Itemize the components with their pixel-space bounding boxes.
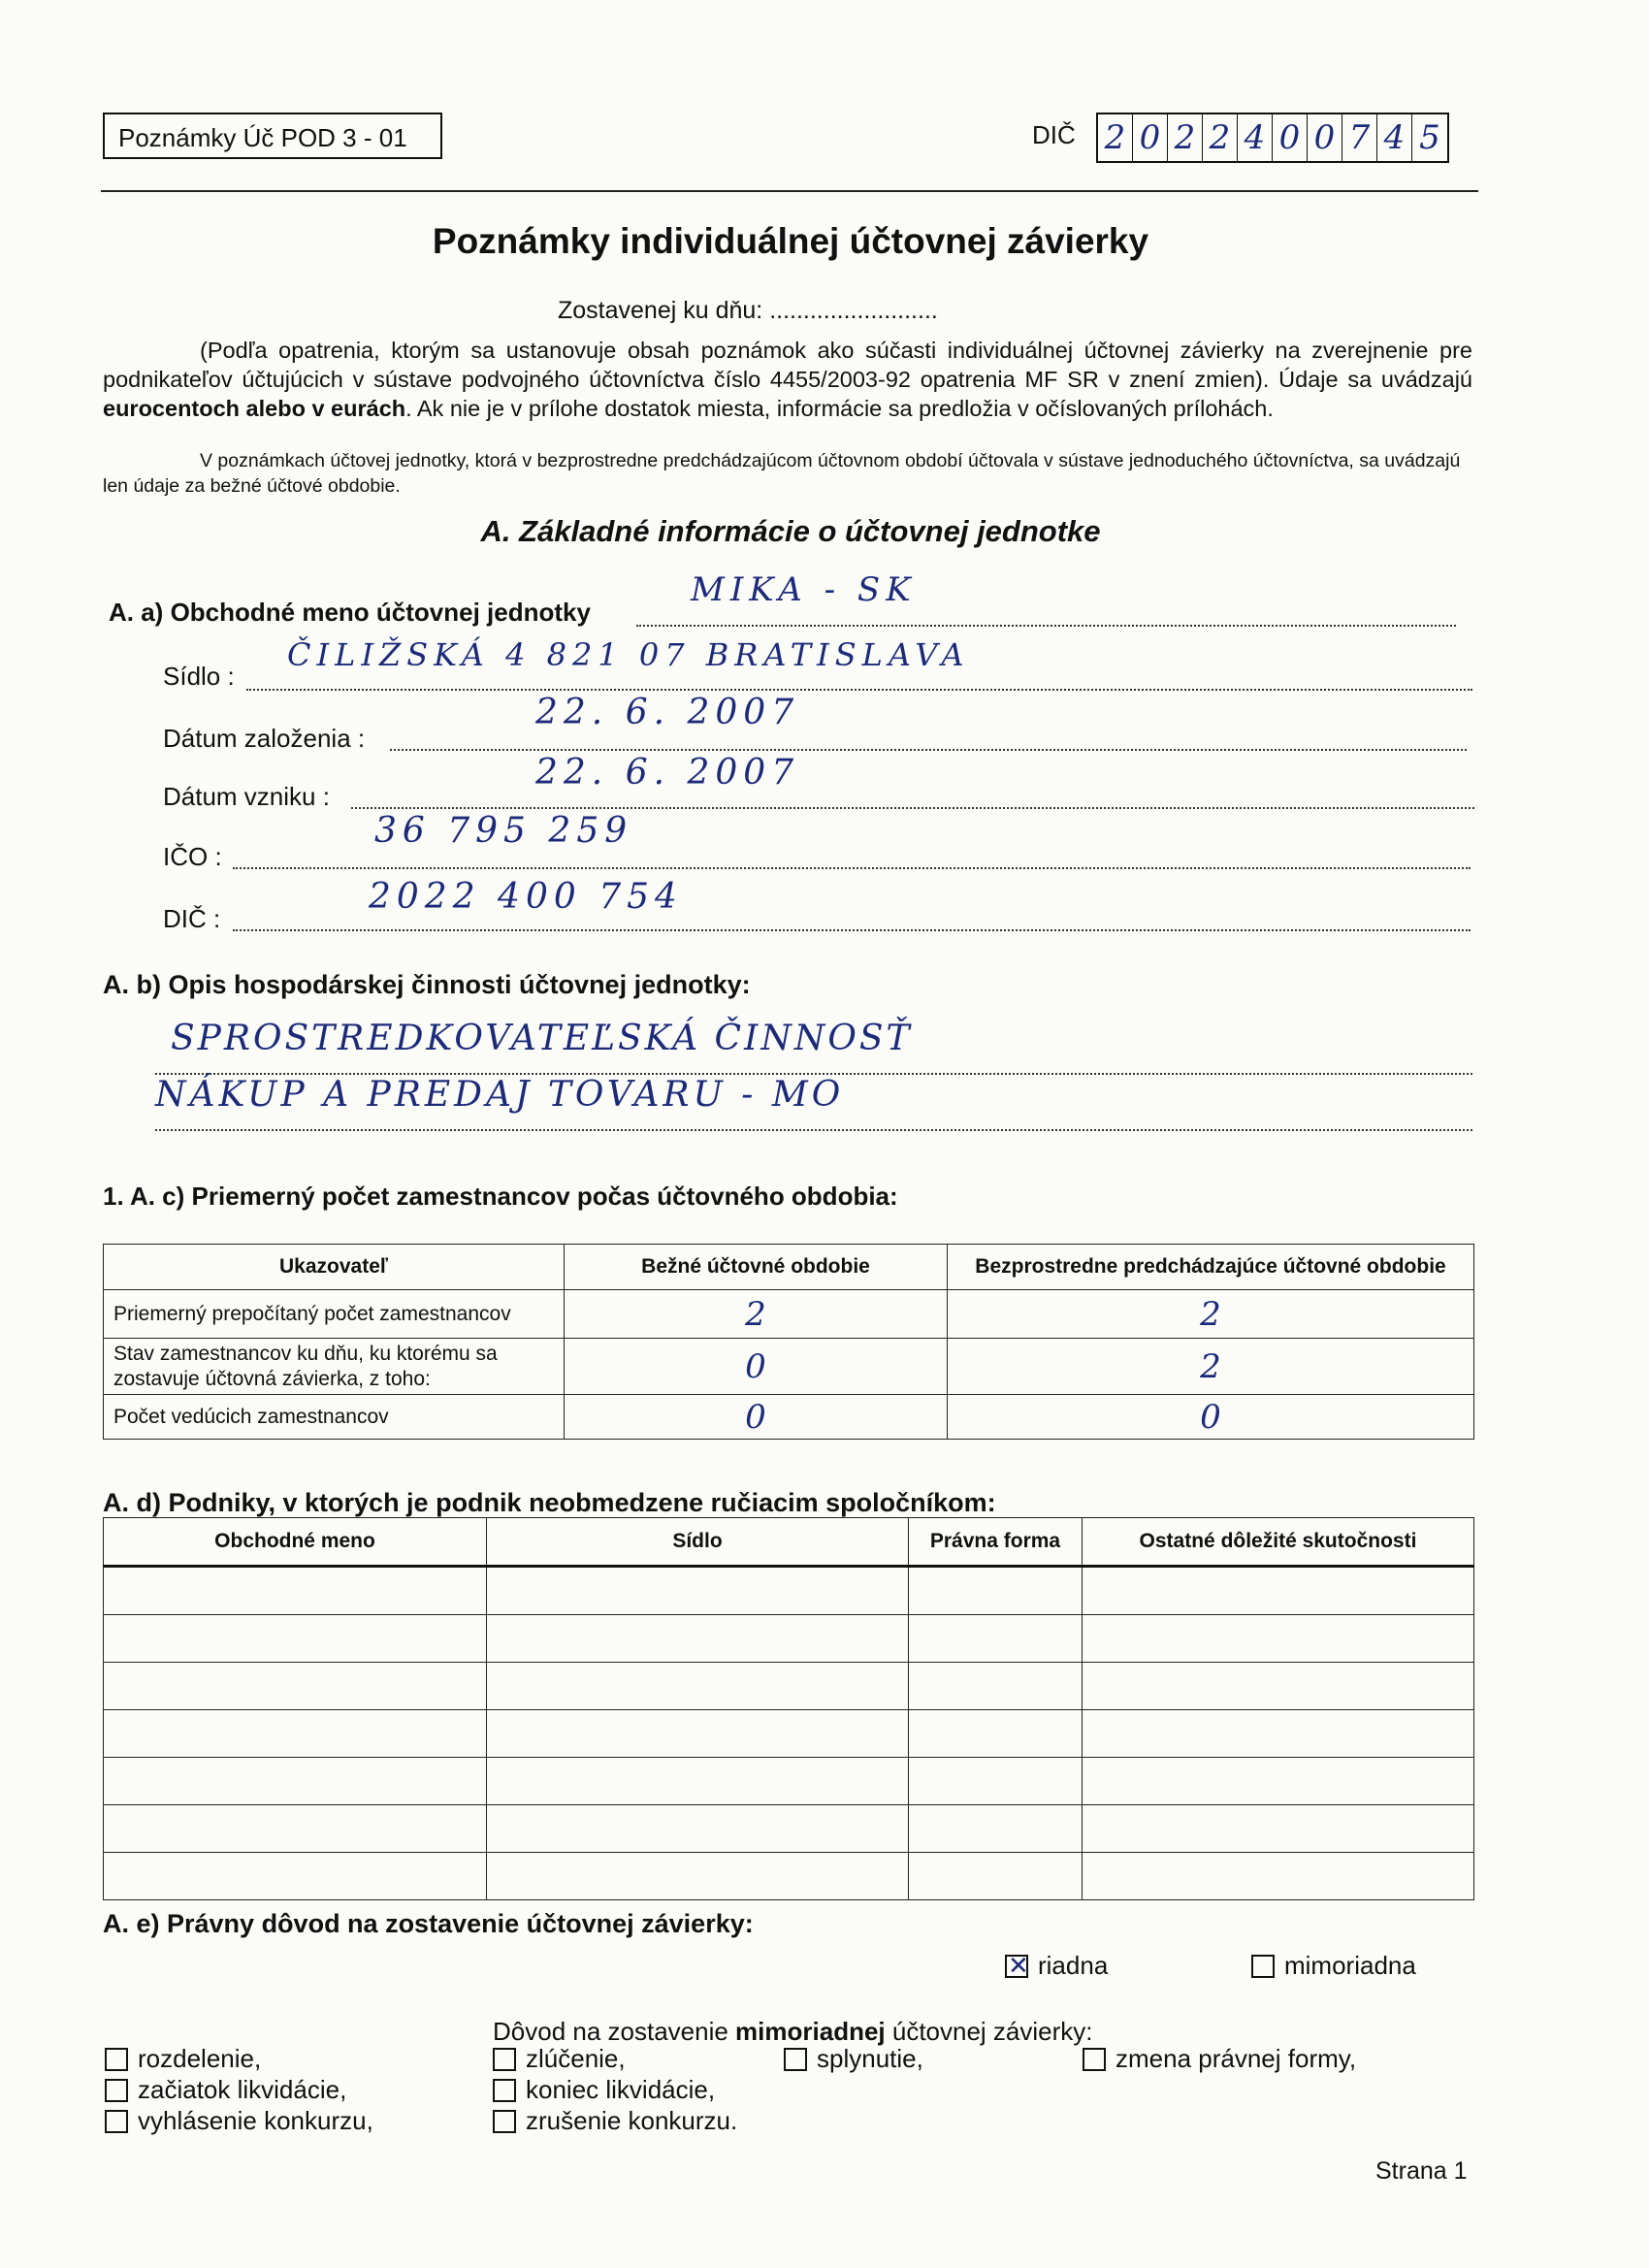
table-row (104, 1710, 1474, 1758)
table-cell[interactable] (104, 1853, 487, 1900)
table-cell[interactable] (487, 1567, 909, 1615)
employees-header: Bezprostredne predchádzajúce účtovné obdobie (948, 1245, 1474, 1290)
activity-line-1: SPROSTREDKOVATEĽSKÁ ČINNOSŤ (171, 1019, 913, 1058)
option-zmena-pravnej-formy-label: zmena právnej formy, (1116, 2044, 1357, 2073)
option-koniec-likvidacie-label: koniec likvidácie, (526, 2075, 716, 2104)
option-zaciatok-likvidacie[interactable] (105, 2074, 346, 2105)
dic-digit: 2 (1203, 114, 1238, 161)
employees-current: 2 (565, 1290, 948, 1339)
checkbox-rozdelenie[interactable] (105, 2048, 128, 2071)
option-vyhlasenie-konkurzu-label: vyhlásenie konkurzu, (138, 2106, 373, 2135)
reason-label-bold: mimoriadnej (735, 2017, 886, 2046)
activity-dotted-line-1 (155, 1044, 1472, 1075)
origin-dotted-line (351, 776, 1474, 809)
dic-digit: 0 (1308, 114, 1342, 161)
employees-previous: 0 (948, 1395, 1474, 1440)
intro-currency-bold: eurocentoch alebo v eurách (103, 396, 406, 421)
origin-label: Dátum vzniku : (163, 782, 330, 811)
employees-row-label: Priemerný prepočítaný počet zamestnancov (104, 1290, 565, 1339)
section-a-title: A. Základné informácie o účtovnej jednotke (480, 514, 1101, 548)
table-row (104, 1805, 1474, 1853)
dic-digit: 0 (1273, 114, 1308, 161)
option-splynutie-label: splynutie, (817, 2044, 923, 2073)
checkbox-extraordinary[interactable] (1251, 1955, 1275, 1978)
table-cell[interactable] (104, 1805, 487, 1853)
checkbox-zrusenie-konkurzu[interactable] (493, 2110, 516, 2133)
employees-current: 0 (565, 1395, 948, 1440)
option-rozdelenie-label: rozdelenie, (138, 2044, 262, 2073)
option-regular-label: riadna (1038, 1951, 1109, 1980)
activity-line-2: NÁKUP A PREDAJ TOVARU - MO (155, 1075, 845, 1115)
activity-dotted-line-2 (155, 1100, 1472, 1131)
page-number: Strana 1 (1375, 2157, 1468, 2185)
enterprises-table (103, 1517, 1474, 1900)
dic-value: 2022 400 754 (369, 877, 683, 917)
option-zrusenie-konkurzu-label: zrušenie konkurzu. (526, 2106, 738, 2135)
table-row (104, 1567, 1474, 1615)
founded-label: Dátum založenia : (163, 724, 366, 753)
header-divider (101, 190, 1478, 192)
dic-digit: 2 (1168, 114, 1203, 161)
table-cell[interactable] (104, 1758, 487, 1805)
dic-digit: 5 (1419, 118, 1440, 157)
dic-digit: 4 (1377, 114, 1412, 161)
dic-digit-boxes (1096, 113, 1449, 163)
employees-header: Bežné účtovné obdobie (565, 1245, 948, 1290)
legal-reason-label: A. e) Právny dôvod na zostavenie účtovnej závierky: (103, 1909, 754, 1938)
employees-previous: 2 (948, 1290, 1474, 1339)
reason-label-pre: Dôvod na zostavenie (493, 2017, 736, 2046)
name-value: MIKA - SK (691, 570, 917, 609)
activity-label: A. b) Opis hospodárskej činnosti účtovnej jednotky: (103, 970, 751, 999)
checkbox-regular[interactable] (1005, 1955, 1028, 1978)
name-label: A. a) Obchodné meno účtovnej jednotky (109, 598, 591, 627)
table-cell[interactable] (487, 1663, 909, 1710)
table-cell[interactable] (104, 1567, 487, 1615)
table-cell[interactable] (487, 1615, 909, 1663)
ico-value: 36 795 259 (374, 811, 633, 851)
reason-label-post: účtovnej závierky: (885, 2017, 1093, 2046)
table-cell[interactable] (909, 1710, 1083, 1758)
checkbox-zmena-pravnej-formy[interactable] (1083, 2048, 1106, 2071)
table-cell[interactable] (104, 1615, 487, 1663)
dic-digit: 0 (1133, 114, 1168, 161)
table-cell[interactable] (1083, 1710, 1474, 1758)
dic-label: DIČ : (163, 904, 221, 933)
compiled-date-label: Zostavenej ku dňu: ......................... (558, 297, 938, 324)
option-koniec-likvidacie[interactable] (493, 2074, 715, 2105)
table-cell[interactable] (104, 1710, 487, 1758)
employees-row-label: Počet vedúcich zamestnancov (104, 1395, 565, 1440)
origin-value: 22. 6. 2007 (535, 753, 800, 793)
table-cell[interactable] (1083, 1853, 1474, 1900)
table-row (104, 1853, 1474, 1900)
table-row (104, 1339, 1474, 1395)
dic-digit: 7 (1342, 114, 1377, 161)
enterprises-header: Sídlo (487, 1518, 909, 1567)
table-cell[interactable] (104, 1663, 487, 1710)
option-vyhlasenie-konkurzu[interactable] (105, 2105, 373, 2136)
enterprises-label: A. d) Podniky, v ktorých je podnik neobmedzene ručiacim spoločníkom: (103, 1488, 996, 1517)
table-cell[interactable] (909, 1853, 1083, 1900)
page-title: Poznámky individuálnej účtovnej závierky (432, 221, 1149, 261)
table-row (104, 1290, 1474, 1339)
table-cell[interactable] (487, 1758, 909, 1805)
seat-value: ČILIŽSKÁ 4 821 07 BRATISLAVA (287, 636, 970, 673)
table-cell[interactable] (909, 1805, 1083, 1853)
dic-digit: 2 (1098, 114, 1133, 161)
employees-row-label: Stav zamestnancov ku dňu, ku ktorému sa zostavuje účtovná závierka, z toho: (104, 1339, 565, 1395)
checkbox-koniec-likvidacie[interactable] (493, 2079, 516, 2102)
seat-label: Sídlo : (163, 662, 235, 691)
checkbox-splynutie[interactable] (784, 2048, 807, 2071)
employees-label: 1. A. c) Priemerný počet zamestnancov počas účtovného obdobia: (103, 1182, 898, 1211)
employees-table (103, 1244, 1474, 1440)
checkbox-zlucenie[interactable] (493, 2048, 516, 2071)
table-row (104, 1395, 1474, 1440)
table-cell[interactable] (909, 1615, 1083, 1663)
option-splynutie[interactable] (784, 2043, 923, 2074)
dic-header-label: DIČ (1032, 120, 1076, 149)
form-code: Poznámky Úč POD 3 - 01 (103, 113, 442, 159)
option-extraordinary-label: mimoriadna (1284, 1951, 1416, 1980)
table-cell[interactable] (1083, 1805, 1474, 1853)
table-cell[interactable] (909, 1758, 1083, 1805)
enterprises-header: Ostatné dôležité skutočnosti (1083, 1518, 1474, 1567)
table-row (104, 1663, 1474, 1710)
table-cell[interactable] (1083, 1758, 1474, 1805)
option-zaciatok-likvidacie-label: začiatok likvidácie, (138, 2075, 347, 2104)
intro-note: V poznámkach účtovej jednotky, ktorá v bezprostredne predchádzajúcom účtovnom období účtovala v sústave jednoduchého účtovníctva, sa uvádzajú len údaje za bežné účtové obdobie. (103, 450, 1461, 497)
dic-digit: 4 (1238, 114, 1273, 161)
enterprises-header: Právna forma (909, 1518, 1083, 1567)
option-zrusenie-konkurzu[interactable] (493, 2105, 737, 2136)
table-cell[interactable] (1083, 1567, 1474, 1615)
option-zmena-pravnej-formy[interactable] (1083, 2043, 1356, 2074)
enterprises-header: Obchodné meno (104, 1518, 487, 1567)
checkbox-vyhlasenie-konkurzu[interactable] (105, 2110, 128, 2133)
table-cell[interactable] (487, 1805, 909, 1853)
option-extraordinary[interactable] (1251, 1950, 1416, 1981)
option-zlucenie-label: zlúčenie, (526, 2044, 626, 2073)
table-cell[interactable] (1083, 1615, 1474, 1663)
employees-previous: 2 (948, 1339, 1474, 1395)
intro-text-2: . Ak nie je v prílohe dostatok miesta, informácie sa predložia v očíslovaných prílohách. (405, 396, 1274, 421)
checkbox-zaciatok-likvidacie[interactable] (105, 2079, 128, 2102)
table-cell[interactable] (487, 1853, 909, 1900)
intro-paragraph (103, 336, 1472, 423)
employees-header: Ukazovateľ (104, 1245, 565, 1290)
table-row (104, 1758, 1474, 1805)
option-regular[interactable] (1005, 1950, 1108, 1981)
table-row (104, 1615, 1474, 1663)
intro-text-1: (Podľa opatrenia, ktorým sa ustanovuje obsah poznámok ako súčasti individuálnej účtovnej závierky na zverejnenie pre podnikateľov účtujúcich v sústave podvojného účtovníctva číslo 4455/2003-92 opatrenia MF SR v znení zmien). Údaje sa uvádzajú (103, 338, 1472, 392)
option-zlucenie[interactable] (493, 2043, 626, 2074)
employees-current: 0 (565, 1339, 948, 1395)
table-cell[interactable] (1083, 1663, 1474, 1710)
founded-value: 22. 6. 2007 (535, 693, 800, 732)
option-rozdelenie[interactable] (105, 2043, 261, 2074)
table-cell[interactable] (909, 1567, 1083, 1615)
ico-label: IČO : (163, 842, 222, 871)
table-cell[interactable] (487, 1710, 909, 1758)
table-cell[interactable] (909, 1663, 1083, 1710)
